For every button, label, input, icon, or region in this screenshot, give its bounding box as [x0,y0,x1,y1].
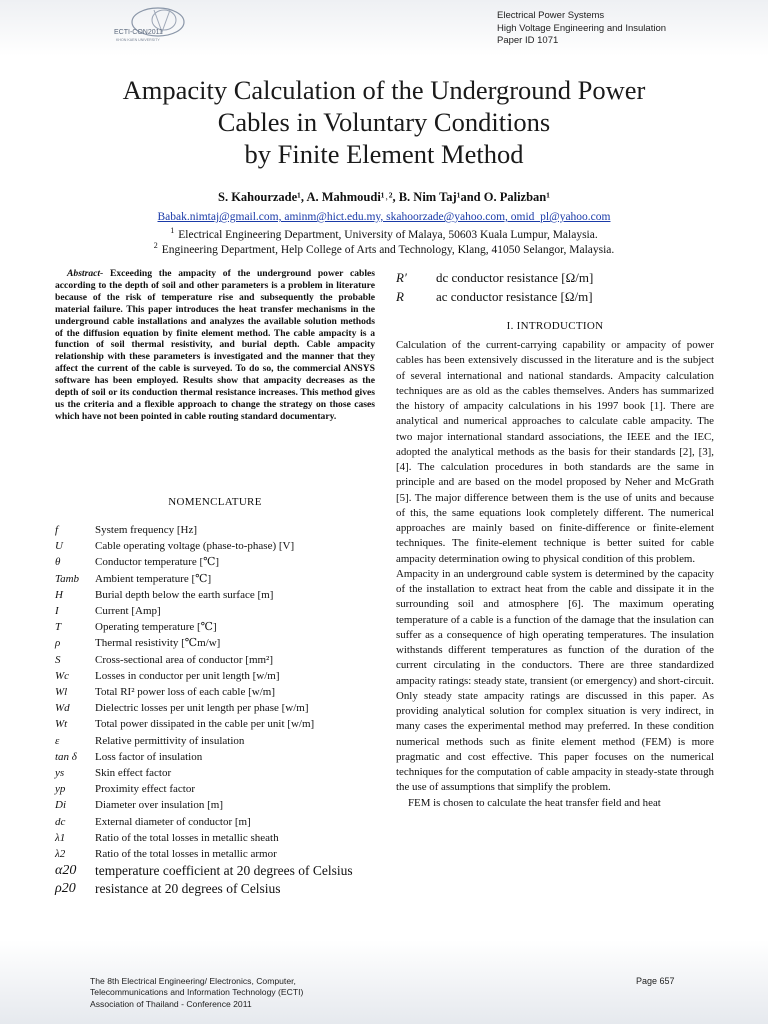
svg-text:KHON KAEN UNIVERSITY: KHON KAEN UNIVERSITY [116,38,160,42]
nomenclature-row [55,668,375,684]
nomenclature-row [55,538,375,554]
affiliation-2 [0,241,768,256]
nomenclature-symbol: Wd [55,702,70,715]
title-line-2: Cables in Voluntary Conditions [217,107,551,137]
nomenclature-row [55,603,375,619]
nomenclature-symbol: R [396,289,404,304]
nomenclature-symbol: R′ [396,270,407,285]
footer-conference [90,976,303,1010]
nomenclature-description: Losses in conductor per unit length [w/m] [95,669,280,682]
nomenclature-symbol: Wc [55,669,70,682]
nomenclature-row [55,781,375,797]
introduction-heading: I. INTRODUCTION [506,320,604,332]
nomenclature-description: temperature coefficient at 20 degrees of Celsius [95,863,353,879]
nomenclature-symbol: λ2 [55,848,66,861]
nomenclature-symbol: Di [55,799,66,812]
nomenclature-symbol: yp [55,783,66,796]
nomenclature-symbol: Wl [55,686,68,699]
nomenclature-description: Thermal resistivity [℃m/w] [95,637,221,650]
affiliation-text: Engineering Department, Help College of Arts and Technology, Klang, 41050 Selangor, Malaysia. [161,243,615,256]
nomenclature-description: resistance at 20 degrees of Celsius [95,881,281,897]
page-number: Page 657 [636,976,675,986]
nomenclature-symbol: f [55,524,59,536]
nomenclature-row [55,733,375,749]
nomenclature-row [396,287,714,306]
nomenclature-row [55,830,375,846]
author-emails[interactable]: Babak.nimtaj@gmail.com, aminm@hict.edu.my, skahoorzade@yahoo.com, omid_pl@yahoo.com [157,211,611,223]
nomenclature-description: Ratio of the total losses in metallic sheath [95,831,279,844]
nomenclature-description: Cable operating voltage (phase-to-phase) [V] [95,540,295,553]
nomenclature-row [55,635,375,651]
nomenclature-row [55,571,375,587]
nomenclature-description: Conductor temperature [℃] [95,556,220,569]
footer-line: Telecommunications and Information Technology (ECTI) [90,987,304,998]
affiliation-number: 2 [153,241,158,250]
nomenclature-symbol: Tamb [55,572,80,585]
nomenclature-description: Dielectric losses per unit length per phase [w/m] [95,702,309,715]
nomenclature-description: Proximity effect factor [95,783,195,796]
nomenclature-symbol: ε [55,734,60,747]
nomenclature-symbol: T [55,621,62,634]
nomenclature-description: System frequency [Hz] [95,524,198,536]
nomenclature-row [55,749,375,765]
nomenclature-symbol: λ1 [55,831,66,844]
nomenclature-symbol: α20 [55,863,77,879]
nomenclature-description: Burial depth below the earth surface [m] [95,588,274,601]
intro-paragraph-2: Ampacity in an underground cable system is determined by the capacity of the installation to extract heat from the cable and dissipate it in the surrounding soil and atmosphere [6]. The maximum operating temperature of a cable is a function of the damage that the insulation can suffer as a consequence of high operating temperatures. The insulation withstands different temperatures as function of the duration of the current circulating in the conductors. There are three standardized ampacity ratings: steady state, transient (or emergency) and short-circuit. Only steady state ampacity ratings are discussed in this paper. As providing analytical solution for complex situation is very indirect, in many cases the experimental method may preferred. In these condition numerical methods such as finite element method (FEM) is more pragmatic and cost effective. This paper focuses on the numerical techniques for the computation of cable ampacity in steady-state through the use of assumptions that simplify the problem. [396,567,714,794]
nomenclature-description: Diameter over insulation [m] [95,799,223,812]
authors: S. Kahourzade¹, A. Mahmoudi¹˒², B. Nim Taj¹and O. Palizban¹ [218,190,550,204]
nomenclature-description: External diameter of conductor [m] [95,815,251,828]
nomenclature-description: Ambient temperature [℃] [95,572,212,585]
nomenclature-description: Relative permittivity of insulation [95,734,245,747]
nomenclature-row [55,652,375,668]
header-line-paper-id: Paper ID 1071 [497,35,559,46]
intro-paragraph-3: FEM is chosen to calculate the heat transfer field and heat [408,796,661,809]
left-column [55,268,375,423]
nomenclature-description: Ratio of the total losses in metallic armor [95,848,277,861]
nomenclature-description: Current [Amp] [95,605,161,618]
header-line-track: Electrical Power Systems [497,10,605,21]
nomenclature-description: Total RI² power loss of each cable [w/m] [95,686,275,699]
nomenclature-row [55,880,375,898]
nomenclature-row [55,587,375,603]
intro-paragraph-1: Calculation of the current-carrying capability or ampacity of power cables has been extensively discussed in the literature and is the subject of several international and national standards. Ampacity calculation techniques are as old as the cables themselves. Anders has summarized the history of ampacity calculations in his 1997 book [1]. There are analytical and numerical approaches to calculate cable ampacity. The two major international standard associations, the IEEE and the IEC, adopted the analytical methods as the basis for their standards [2], [3], [4]. The calculation procedures in both standards are the same in principle and are based on the model proposed by Neher and McGrath [5]. The major difference between them is the use of units and because of this, the same equations look completely different. The numerical approaches are mainly based on finite-difference or finite-element techniques. The finite-element technique is better suited for cable ampacity determination owing to physical condition of this problem. [396,339,714,565]
nomenclature-row [55,716,375,732]
nomenclature-row [396,268,714,287]
nomenclature-symbol: θ [55,556,61,569]
paper-title [40,74,728,170]
nomenclature-heading: NOMENCLATURE [168,496,262,508]
header-line-topic: High Voltage Engineering and Insulation [497,22,667,34]
title-line-1: Ampacity Calculation of the Underground Power [122,75,646,105]
nomenclature-row [55,814,375,830]
nomenclature-description: Operating temperature [℃] [95,621,217,634]
nomenclature-symbol: S [55,653,61,666]
affiliation-1 [0,226,768,241]
affiliation-number: 1 [170,226,175,235]
nomenclature-row [55,846,375,862]
nomenclature-symbol: tan δ [55,750,77,763]
abstract [55,268,375,423]
nomenclature-description: Total power dissipated in the cable per unit [w/m] [95,718,315,731]
nomenclature-symbol: U [55,540,63,553]
affiliation-text: Electrical Engineering Department, University of Malaya, 50603 Kuala Lumpur, Malaysia. [178,228,598,241]
nomenclature-symbol: dc [55,815,66,828]
nomenclature-symbol: Wt [55,718,68,731]
nomenclature-symbol: ys [55,767,65,780]
nomenclature-symbol: I [55,605,59,618]
nomenclature-description: dc conductor resistance [Ω/m] [436,270,594,285]
nomenclature-symbol: ρ20 [55,881,76,897]
nomenclature-list [55,522,375,898]
nomenclature-row [55,765,375,781]
nomenclature-row [55,862,375,880]
footer-line: The 8th Electrical Engineering/ Electronics, Computer, [90,976,296,986]
svg-text:ECTI-CON2011: ECTI-CON2011 [114,29,163,36]
right-column [396,268,714,811]
nomenclature-description: Skin effect factor [95,767,172,780]
nomenclature-description: Loss factor of insulation [95,750,203,763]
nomenclature-description: Cross-sectional area of conductor [mm²] [95,653,274,666]
nomenclature-row [55,554,375,570]
nomenclature-symbol: ρ [55,637,61,650]
nomenclature-description: ac conductor resistance [Ω/m] [436,289,593,304]
abstract-label: Abstract- [67,268,104,279]
title-line-3: by Finite Element Method [244,139,524,169]
conference-logo [110,4,190,44]
nomenclature-continued [396,268,714,306]
abstract-text: Exceeding the ampacity of the underground power cables according to the depth of soil and other parameters is a problem in literature because of the risk of temperature rise and subsequently the probable material failure. This paper introduces the heat transfer mechanisms in the underground cable installations and analyzes the available solution methods of the diffusion equation by finite element method. The cable ampacity is a function of soil thermal resistivity, and burial depth. Cable ampacity relationship with these parameters is investigated and the manner that they affect the current of the cable is surveyed. To do so, the commercial ANSYS software has been employed. Results show that ampacity decreases as the depth of soil or its conduction thermal resistance increases. This method gives us the criteria and a flexible approach to change the strategy on those cases which have not been pointed in cable routing standard documentary. [55,268,375,422]
nomenclature-row [55,522,375,538]
nomenclature-row [55,700,375,716]
nomenclature-symbol: H [55,588,63,601]
nomenclature-row [55,797,375,813]
nomenclature-row [55,619,375,635]
nomenclature-row [55,684,375,700]
header-info [497,10,666,48]
footer-line: Association of Thailand - Conference 2011 [90,998,252,1009]
